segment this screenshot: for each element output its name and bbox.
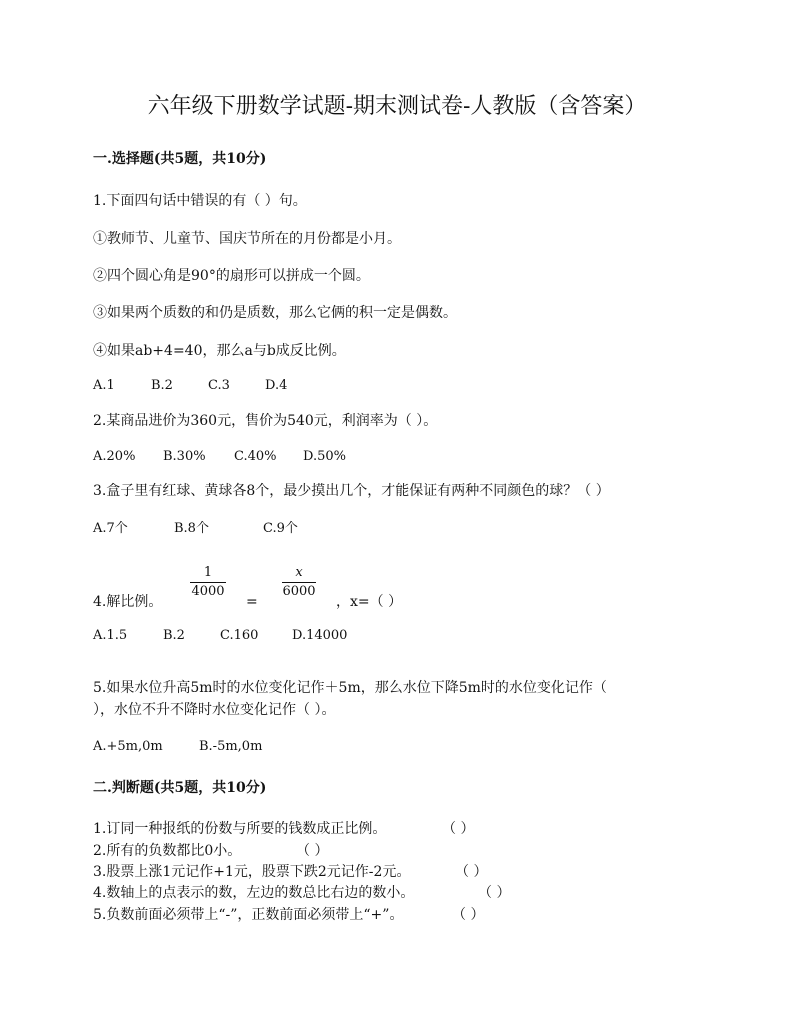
q5-option-b: B.-5m,0m (199, 739, 263, 754)
q2-option-b: B.30% (163, 449, 206, 464)
q2-option-c: C.40% (234, 449, 277, 464)
q5-option-a: A.+5m,0m (93, 739, 163, 754)
q4-option-a: A.1.5 (93, 628, 128, 643)
q4-fraction-right-numerator: x (295, 565, 303, 580)
q1-option-b: B.2 (151, 378, 173, 393)
q4-equals: = (246, 594, 258, 610)
q2-option-d: D.50% (303, 449, 346, 464)
q1-statement-3: ③如果两个质数的和仍是质数，那么它俩的积一定是偶数。 (93, 305, 457, 321)
q1-statement-4: ④如果ab+4=40，那么a与b成反比例。 (93, 343, 346, 359)
question-2-stem: 2.某商品进价为360元，售价为540元，利润率为（ ）。 (93, 413, 438, 429)
q4-fraction-left-numerator: 1 (203, 565, 213, 580)
q4-fraction-left-denominator: 4000 (191, 584, 225, 599)
question-5-stem-line1: 5.如果水位升高5m时的水位变化记作＋5m，那么水位下降5m时的水位变化记作（ (93, 680, 607, 696)
judge-item-5-bracket: （ ） (452, 907, 485, 923)
q1-statement-1: ①教师节、儿童节、国庆节所在的月份都是小月。 (93, 231, 401, 247)
question-4-prefix: 4.解比例。 (93, 594, 163, 610)
q4-suffix: ，x=（ ） (336, 594, 403, 610)
page-title: 六年级下册数学试题-期末测试卷-人教版（含答案） (147, 94, 647, 119)
question-5-stem-line2: ），水位不升不降时水位变化记作（ ）。 (93, 702, 336, 718)
q4-fraction-left (190, 565, 226, 600)
judge-item-1-bracket: （ ） (442, 821, 475, 837)
q4-option-c: C.160 (220, 628, 259, 643)
q1-option-d: D.4 (265, 378, 288, 393)
q1-option-a: A.1 (93, 378, 115, 393)
q3-option-c: C.9个 (263, 521, 298, 536)
question-1-stem: 1.下面四句话中错误的有（ ）句。 (93, 193, 307, 209)
q4-fraction-left-bar (190, 582, 226, 583)
question-3-stem: 3.盒子里有红球、黄球各8个，最少摸出几个，才能保证有两种不同颜色的球？（ ） (93, 483, 610, 499)
judge-item-4: 4.数轴上的点表示的数，左边的数总比右边的数小。 (93, 885, 415, 901)
judge-item-2-bracket: （ ） (296, 843, 329, 859)
q2-option-a: A.20% (93, 449, 136, 464)
q4-fraction-right-denominator: 6000 (282, 584, 316, 599)
q4-option-d: D.14000 (292, 628, 348, 643)
section-1-heading: 一.选择题(共5题，共10分) (93, 151, 267, 167)
judge-item-4-bracket: （ ） (478, 885, 511, 901)
q1-statement-2: ②四个圆心角是90°的扇形可以拼成一个圆。 (93, 268, 370, 284)
judge-item-5: 5.负数前面必须带上“-”，正数前面必须带上“+”。 (93, 907, 404, 923)
q4-fraction-right (282, 565, 316, 600)
q1-option-c: C.3 (208, 378, 230, 393)
judge-item-3: 3.股票上涨1元记作+1元，股票下跌2元记作-2元。 (93, 864, 411, 880)
q3-option-a: A.7个 (93, 521, 128, 536)
q4-option-b: B.2 (163, 628, 185, 643)
judge-item-1: 1.订同一种报纸的份数与所要的钱数成正比例。 (93, 821, 387, 837)
section-2-heading: 二.判断题(共5题，共10分) (93, 780, 267, 796)
q4-fraction-right-bar (282, 582, 316, 583)
judge-item-2: 2.所有的负数都比0小。 (93, 843, 242, 859)
judge-item-3-bracket: （ ） (455, 864, 488, 880)
q3-option-b: B.8个 (174, 521, 209, 536)
